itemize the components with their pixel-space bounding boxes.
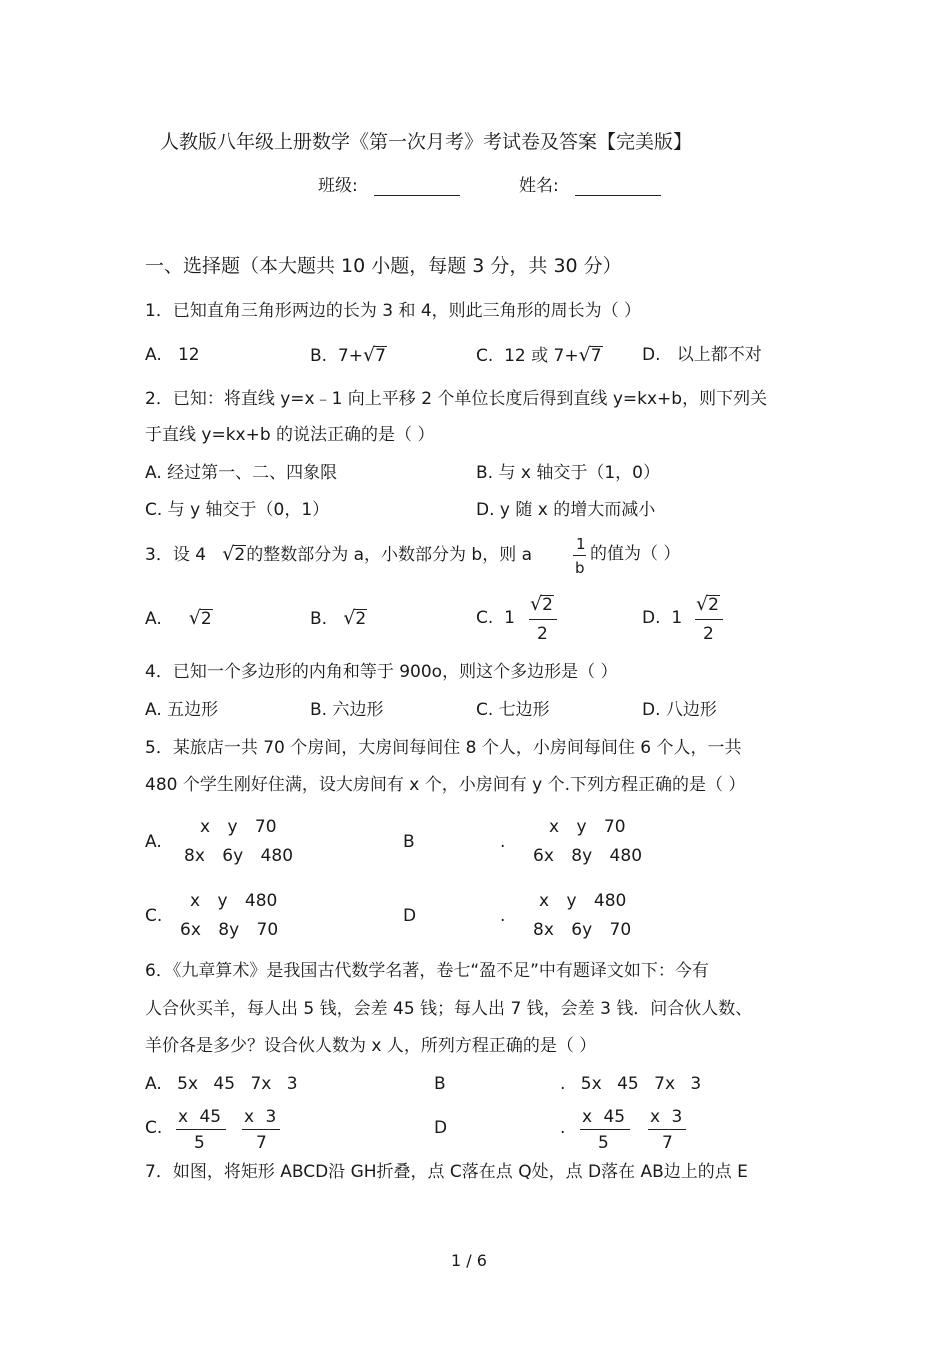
sqrt-symbol: √2 — [188, 607, 212, 629]
q3-c-frac-line — [529, 619, 557, 620]
q2-option-a: A. 经过第一、二、四象限 — [145, 463, 338, 483]
q6-c-den1: 5 — [194, 1133, 205, 1153]
question-5-stem-line2: 480 个学生刚好住满，设大房间有 x 个，小房间有 y 个.下列方程正确的是（ ） — [145, 775, 746, 795]
q5-option-d-eq2: 8x 6y 70 — [533, 920, 632, 940]
q6-d-num1: x 45 — [582, 1107, 626, 1127]
q2-option-c: C. 与 y 轴交于（0，1） — [145, 500, 330, 520]
q4-option-d: D. 八边形 — [642, 700, 717, 720]
q5-option-b-label: B — [403, 832, 415, 852]
q6-d-frac-line2 — [648, 1129, 686, 1130]
q5-option-c-eq1: x y 480 — [190, 891, 278, 911]
section-heading: 一、选择题（本大题共 10 小题，每题 3 分，共 30 分） — [145, 255, 622, 277]
q6-option-b: . 5x 45 7x 3 — [560, 1074, 702, 1094]
q5-option-b-dot: . — [500, 832, 506, 852]
q6-d-frac-line1 — [580, 1129, 630, 1130]
q3-stem-post: 的值为（ ） — [590, 544, 681, 564]
q1-option-c: C. 12 或 7+√7 — [476, 344, 602, 366]
q3-option-c: C. 1 — [476, 608, 515, 628]
q1-option-a: A. 12 — [145, 345, 200, 365]
q2-option-b: B. 与 x 轴交于（1，0） — [476, 463, 660, 483]
question-1-stem: 1．已知直角三角形两边的长为 3 和 4，则此三角形的周长为（ ） — [145, 301, 642, 321]
q3-option-d: D. 1 — [642, 608, 683, 628]
q1-option-d: D. 以上都不对 — [642, 345, 762, 365]
q5-option-d-eq1: x y 480 — [539, 891, 627, 911]
q6-d-num2: x 3 — [650, 1107, 683, 1127]
q6-option-a: A. 5x 45 7x 3 — [145, 1074, 298, 1094]
q5-option-a-eq1: x y 70 — [200, 817, 277, 837]
question-6-stem-line3: 羊价各是多少？设合伙人数为 x 人，所列方程正确的是（ ） — [145, 1036, 597, 1056]
sqrt-symbol: √7 — [362, 344, 386, 366]
q3-c-den: 2 — [537, 624, 548, 644]
q6-option-c-label: C. — [145, 1118, 163, 1138]
q5-option-c-label: C. — [145, 906, 163, 926]
q6-c-frac-line2 — [242, 1129, 280, 1130]
question-4-stem: 4．已知一个多边形的内角和等于 900o，则这个多边形是（ ） — [145, 662, 618, 682]
q6-c-den2: 7 — [256, 1133, 267, 1153]
question-7-stem: 7．如图，将矩形 ABCD沿 GH折叠，点 C落在点 Q处，点 D落在 AB边上的点 E — [145, 1162, 748, 1182]
q4-option-b: B. 六边形 — [310, 700, 384, 720]
sqrt-symbol: √2 — [343, 607, 367, 629]
class-label: 班级: — [318, 176, 358, 196]
page-title: 人教版八年级上册数学《第一次月考》考试卷及答案【完美版】 — [160, 131, 693, 153]
question-5-stem-line1: 5．某旅店一共 70 个房间，大房间每间住 8 个人，小房间每间住 6 个人，一共 — [145, 738, 742, 758]
q6-c-num2: x 3 — [244, 1107, 277, 1127]
q5-option-c-eq2: 6x 8y 70 — [180, 920, 279, 940]
sqrt-symbol: √2 — [222, 543, 246, 565]
q2-option-d: D. y 随 x 的增大而减小 — [476, 500, 656, 520]
q5-option-d-label: D — [403, 906, 417, 926]
question-3-stem: 3．设 4 √2的整数部分为 a，小数部分为 b，则 a — [145, 543, 533, 565]
question-6-stem-line1: 6．《九章算术》是我国古代数学名著，卷七“盈不足”中有题译文如下：今有 — [145, 961, 709, 981]
q3-d-frac-line — [695, 619, 723, 620]
q1-option-b: B. 7+√7 — [310, 344, 386, 366]
q6-option-d-dot: . — [560, 1118, 566, 1138]
question-6-stem-line2: 人合伙买羊，每人出 5 钱，会差 45 钱；每人出 7 钱，会差 3 钱．问合伙人数、 — [145, 999, 753, 1019]
q3-d-den: 2 — [703, 624, 714, 644]
q4-option-a: A. 五边形 — [145, 700, 219, 720]
q3-frac-num: 1 — [576, 535, 586, 553]
q3-c-num — [530, 594, 554, 615]
q3-option-a: A. √2 — [145, 607, 212, 629]
q6-d-den2: 7 — [662, 1133, 673, 1153]
class-blank — [374, 194, 460, 196]
q6-c-frac-line1 — [176, 1129, 226, 1130]
question-2-stem-line1: 2．已知：将直线 y=x﹣1 向上平移 2 个单位长度后得到直线 y=kx+b，则下列关 — [145, 389, 768, 409]
name-blank — [575, 194, 661, 196]
q5-option-a-eq2: 8x 6y 480 — [184, 846, 294, 866]
q3-frac-line — [573, 555, 586, 556]
sqrt-symbol: √2 — [696, 593, 719, 615]
q5-option-d-dot: . — [500, 906, 506, 926]
q6-option-b-label: B — [434, 1074, 446, 1094]
q6-c-num1: x 45 — [178, 1107, 222, 1127]
q4-option-c: C. 七边形 — [476, 700, 550, 720]
sqrt-symbol: √7 — [578, 344, 602, 366]
q6-option-d-label: D — [434, 1118, 448, 1138]
sqrt-symbol: √2 — [530, 593, 553, 615]
name-label: 姓名: — [519, 176, 559, 196]
q3-frac-den: b — [575, 559, 585, 577]
q6-d-den1: 5 — [598, 1133, 609, 1153]
page-number: 1 / 6 — [451, 1251, 487, 1270]
question-2-stem-line2: 于直线 y=kx+b 的说法正确的是（ ） — [145, 425, 435, 445]
q5-option-b-eq1: x y 70 — [549, 817, 626, 837]
q3-option-b: B. √2 — [310, 607, 367, 629]
q5-option-a-label: A. — [145, 832, 162, 852]
q5-option-b-eq2: 6x 8y 480 — [533, 846, 643, 866]
q3-d-num — [696, 594, 720, 615]
